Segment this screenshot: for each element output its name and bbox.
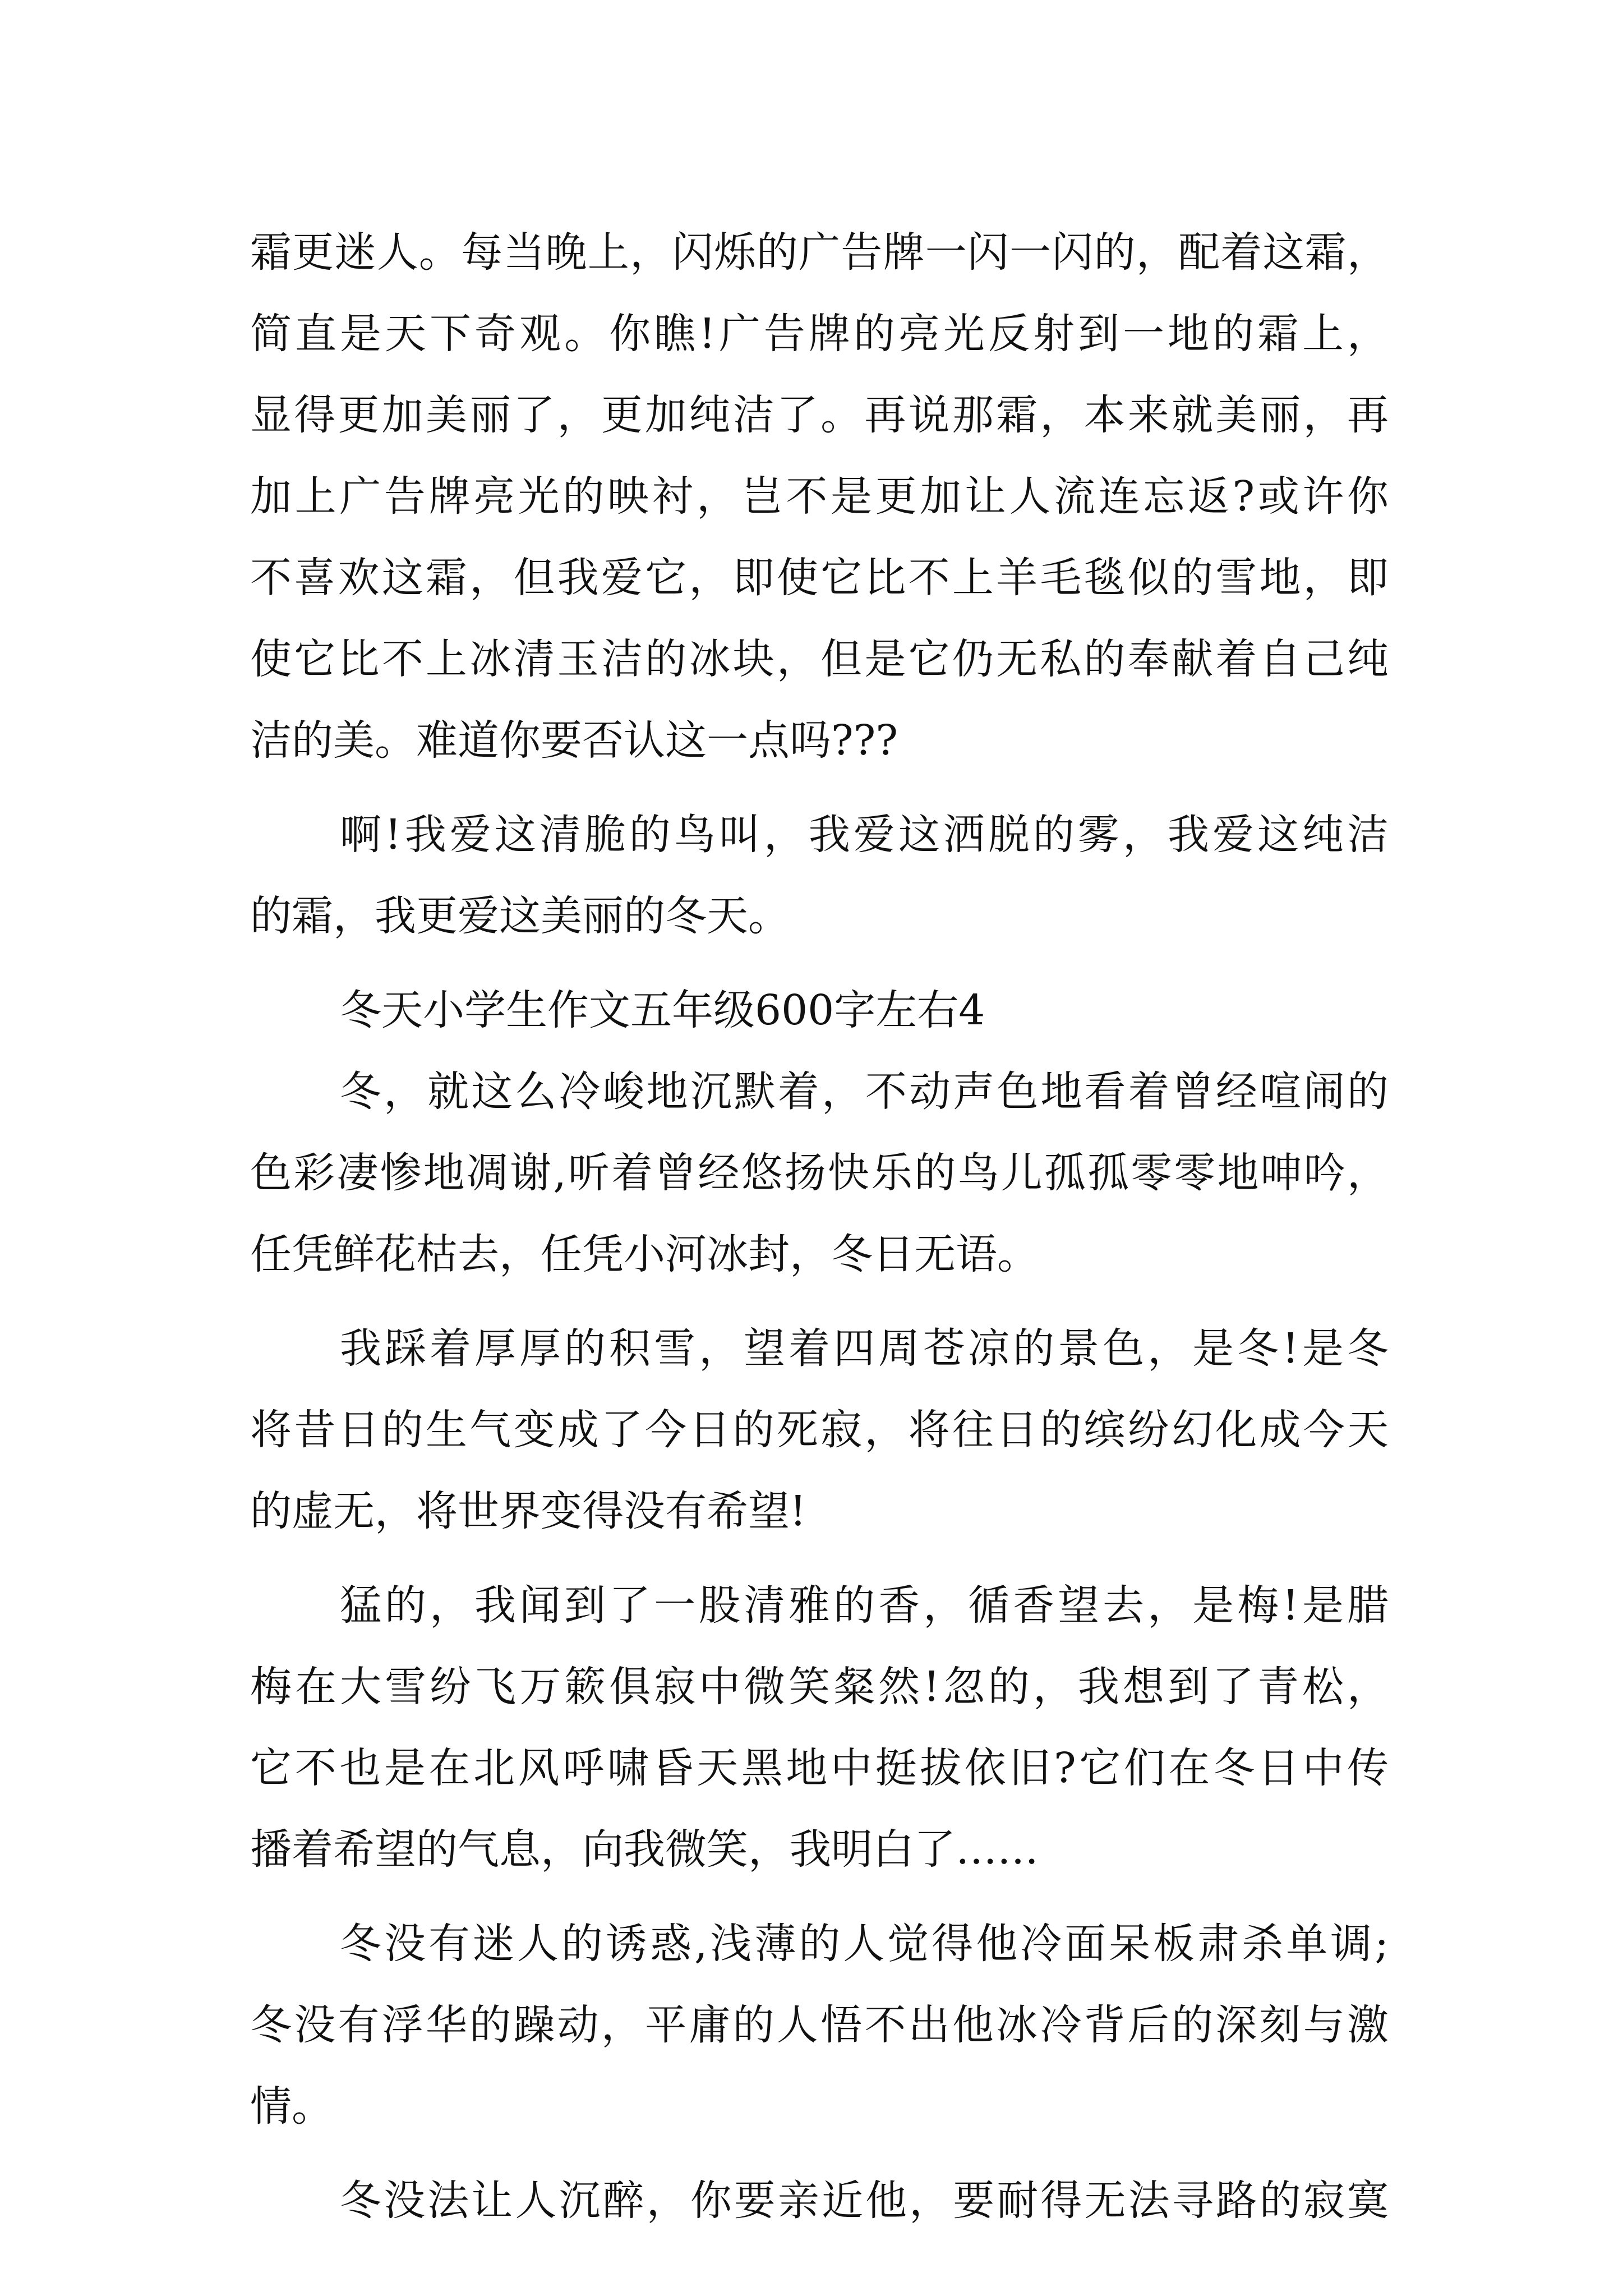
text-line: 加上广告牌亮光的映衬，岂不是更加让人流连忘返?或许你 xyxy=(250,472,1389,521)
text-line: 它不也是在北风呼啸昏天黑地中挺拔依旧?它们在冬日中传 xyxy=(250,1744,1389,1792)
text-line: 冬没有迷人的诱惑,浅薄的人觉得他冷面呆板肃杀单调; xyxy=(340,1920,1389,1968)
text-line: 冬没有浮华的躁动，平庸的人悟不出他冰冷背后的深刻与激 xyxy=(250,2001,1389,2049)
document-body xyxy=(250,212,1389,2242)
text-line: 显得更加美丽了，更加纯洁了。再说那霜，本来就美丽，再 xyxy=(250,391,1389,439)
paragraph xyxy=(250,1565,1389,1890)
paragraph xyxy=(250,1308,1389,1552)
text-line: 啊!我爱这清脆的鸟叫，我爱这洒脱的雾，我爱这纯洁 xyxy=(340,811,1389,859)
text-line: 洁的美。难道你要否认这一点吗??? xyxy=(250,716,898,765)
paragraph xyxy=(250,1903,1389,2147)
text-line: 猛的，我闻到了一股清雅的香，循香望去，是梅!是腊 xyxy=(340,1581,1389,1630)
text-line: 将昔日的生气变成了今日的死寂，将往日的缤纷幻化成今天 xyxy=(250,1406,1389,1454)
text-line: 的虚无，将世界变得没有希望! xyxy=(250,1487,806,1535)
text-line: 冬，就这么冷峻地沉默着，不动声色地看着曾经喧闹的 xyxy=(340,1068,1389,1116)
essay-title xyxy=(250,970,1389,1051)
paragraph xyxy=(250,2160,1389,2242)
essay-title-text: 冬天小学生作文五年级600字左右4 xyxy=(340,986,985,1034)
paragraph xyxy=(250,1051,1389,1295)
text-line: 的霜，我更爱这美丽的冬天。 xyxy=(250,892,790,940)
text-line: 任凭鲜花枯去，任凭小河冰封，冬日无语。 xyxy=(250,1230,1039,1278)
text-line: 播着希望的气息，向我微笑，我明白了…… xyxy=(250,1825,1039,1874)
text-line: 情。 xyxy=(250,2082,333,2131)
paragraph xyxy=(250,212,1389,781)
text-line: 霜更迷人。每当晚上，闪烁的广告牌一闪一闪的，配着这霜， xyxy=(250,228,1389,277)
text-line: 简直是天下奇观。你瞧!广告牌的亮光反射到一地的霜上， xyxy=(250,310,1389,358)
paragraph xyxy=(250,794,1389,957)
text-line: 色彩凄惨地凋谢,听着曾经悠扬快乐的鸟儿孤孤零零地呻吟， xyxy=(250,1149,1389,1197)
text-line: 不喜欢这霜，但我爱它，即使它比不上羊毛毯似的雪地，即 xyxy=(250,554,1389,602)
text-line: 冬没法让人沉醉，你要亲近他，要耐得无法寻路的寂寞 xyxy=(340,2177,1389,2225)
text-line: 梅在大雪纷飞万簌俱寂中微笑粲然!忽的，我想到了青松， xyxy=(250,1663,1389,1711)
text-line: 使它比不上冰清玉洁的冰块，但是它仍无私的奉献着自己纯 xyxy=(250,635,1389,683)
text-line: 我踩着厚厚的积雪，望着四周苍凉的景色，是冬!是冬 xyxy=(340,1324,1389,1373)
